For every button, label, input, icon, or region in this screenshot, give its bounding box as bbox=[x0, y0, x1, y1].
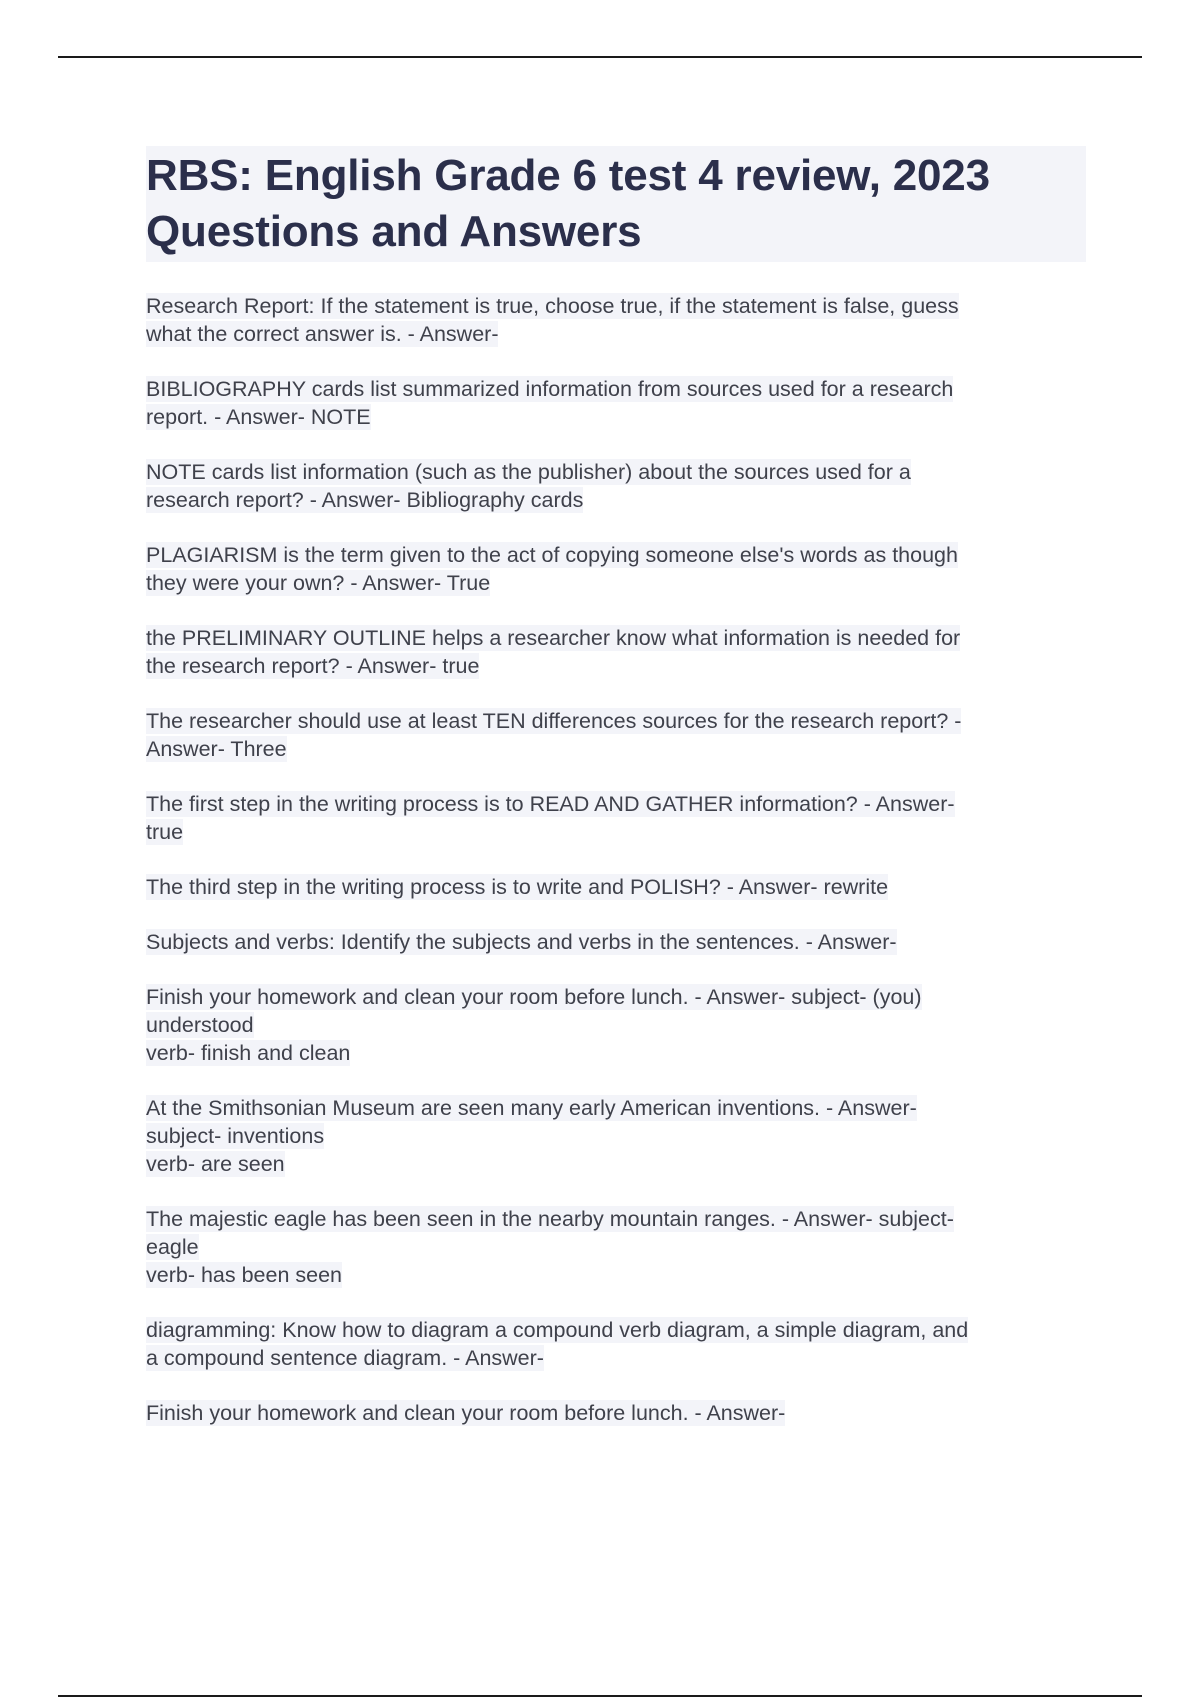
qa-text: a compound sentence diagram. - Answer- bbox=[146, 1346, 544, 1370]
qa-text: Subjects and verbs: Identify the subjects and verbs in the sentences. - Answer- bbox=[146, 930, 897, 954]
qa-text: diagramming: Know how to diagram a compound verb diagram, a simple diagram, and bbox=[146, 1318, 969, 1342]
qa-text: eagle bbox=[146, 1235, 199, 1259]
document-body bbox=[146, 146, 1086, 1454]
qa-text: At the Smithsonian Museum are seen many early American inventions. - Answer- bbox=[146, 1096, 917, 1120]
qa-text: report. - Answer- NOTE bbox=[146, 405, 371, 429]
qa-item bbox=[146, 292, 1086, 348]
qa-text: verb- has been seen bbox=[146, 1263, 343, 1287]
qa-item bbox=[146, 458, 1086, 514]
qa-item bbox=[146, 1316, 1086, 1372]
qa-item bbox=[146, 707, 1086, 763]
title-line-2: Questions and Answers bbox=[146, 207, 642, 256]
qa-text: the research report? - Answer- true bbox=[146, 654, 480, 678]
qa-text: NOTE cards list information (such as the publisher) about the sources used for a bbox=[146, 460, 911, 484]
qa-item bbox=[146, 983, 1086, 1067]
qa-item bbox=[146, 1399, 1086, 1427]
qa-text: the PRELIMINARY OUTLINE helps a researcher know what information is needed for bbox=[146, 626, 961, 650]
qa-text: PLAGIARISM is the term given to the act of copying someone else's words as though bbox=[146, 543, 958, 567]
qa-text: Answer- Three bbox=[146, 737, 287, 761]
qa-text: The first step in the writing process is to READ AND GATHER information? - Answer- bbox=[146, 792, 955, 816]
qa-text: The researcher should use at least TEN differences sources for the research report? - bbox=[146, 709, 962, 733]
qa-text: understood bbox=[146, 1013, 254, 1037]
header-rule bbox=[58, 56, 1142, 58]
qa-text: true bbox=[146, 820, 184, 844]
qa-text: Finish your homework and clean your room before lunch. - Answer- subject- (you) bbox=[146, 985, 922, 1009]
footer-rule bbox=[58, 1695, 1142, 1697]
qa-item bbox=[146, 1094, 1086, 1178]
qa-text: Finish your homework and clean your room before lunch. - Answer- bbox=[146, 1401, 786, 1425]
document-title bbox=[146, 146, 1086, 262]
qa-list bbox=[146, 292, 1086, 1427]
qa-text: The majestic eagle has been seen in the nearby mountain ranges. - Answer- subject- bbox=[146, 1207, 954, 1231]
qa-text: subject- inventions bbox=[146, 1124, 325, 1148]
qa-text: The third step in the writing process is to write and POLISH? - Answer- rewrite bbox=[146, 875, 889, 899]
qa-text: Research Report: If the statement is true, choose true, if the statement is false, guess bbox=[146, 294, 959, 318]
qa-item bbox=[146, 873, 1086, 901]
title-line-1: RBS: English Grade 6 test 4 review, 2023 bbox=[146, 151, 990, 200]
qa-item bbox=[146, 375, 1086, 431]
qa-text: research report? - Answer- Bibliography cards bbox=[146, 488, 584, 512]
qa-text: verb- finish and clean bbox=[146, 1041, 351, 1065]
qa-item bbox=[146, 1205, 1086, 1289]
qa-text: they were your own? - Answer- True bbox=[146, 571, 491, 595]
qa-item bbox=[146, 790, 1086, 846]
qa-text: what the correct answer is. - Answer- bbox=[146, 322, 499, 346]
qa-item bbox=[146, 541, 1086, 597]
qa-item bbox=[146, 928, 1086, 956]
qa-text: BIBLIOGRAPHY cards list summarized information from sources used for a research bbox=[146, 377, 954, 401]
qa-item bbox=[146, 624, 1086, 680]
qa-text: verb- are seen bbox=[146, 1152, 285, 1176]
